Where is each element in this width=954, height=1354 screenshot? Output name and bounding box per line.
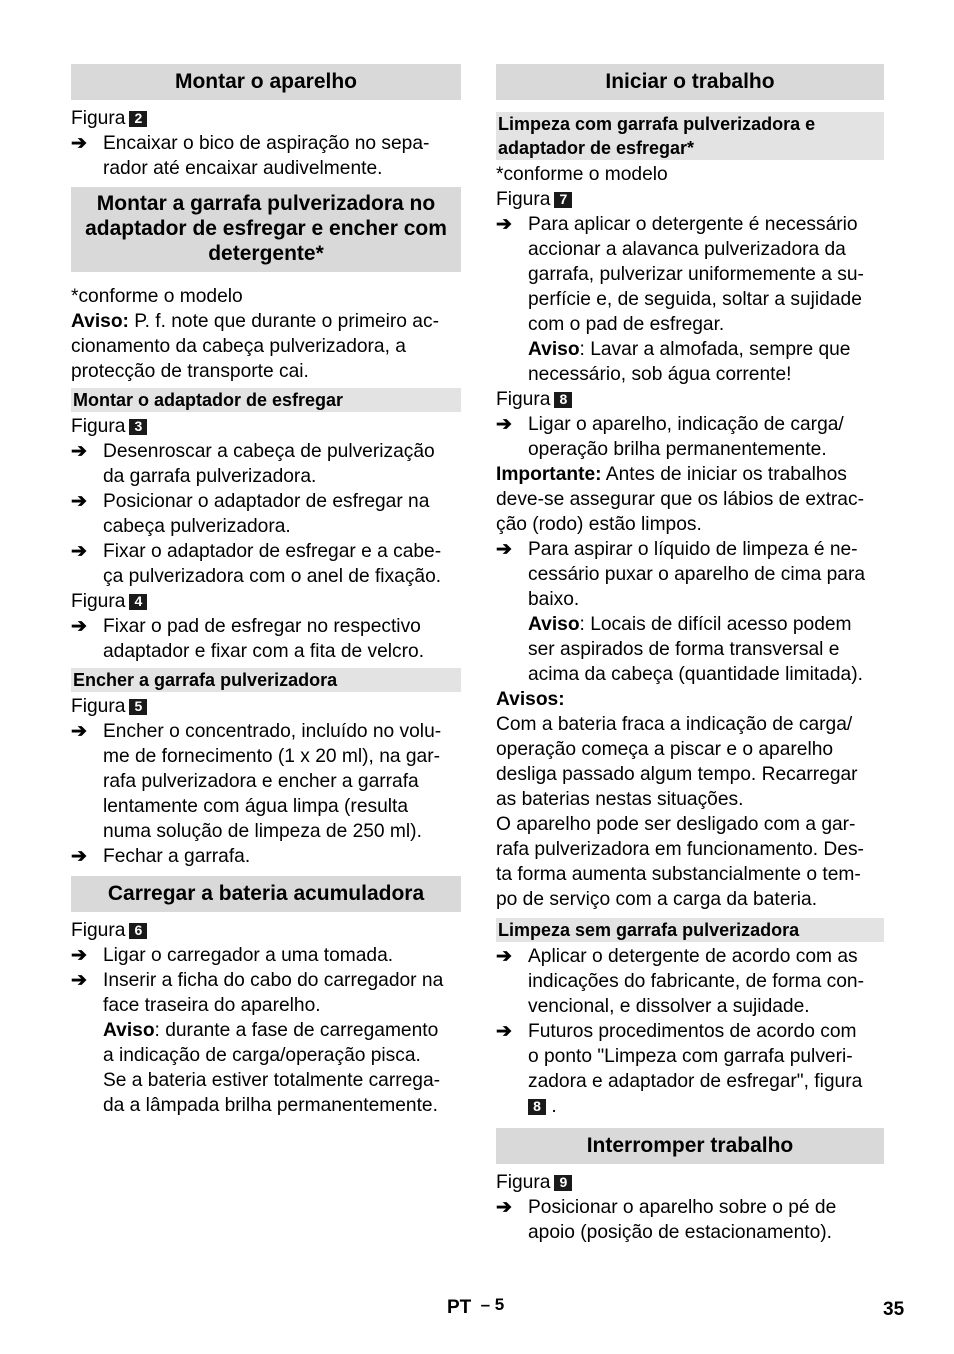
instruction-text: cabeça pulverizadora. — [103, 516, 291, 537]
notice-label: Aviso — [103, 1020, 155, 1041]
instruction-text: Ligar o aparelho, indicação de carga/ — [528, 414, 844, 435]
figure-reference — [496, 387, 884, 412]
figure-reference — [71, 106, 461, 131]
instruction-text: perfície e, de seguida, soltar a sujidade — [528, 289, 862, 310]
instruction-text: indicações do fabricante, de forma con- — [528, 971, 864, 992]
figure-label: Figura — [71, 416, 126, 437]
instruction-text: Encaixar o bico de aspiração no sepa- — [103, 133, 430, 154]
section-heading-montar-garrafa — [71, 187, 461, 272]
figure-label: Figura — [496, 389, 551, 410]
instruction-text: Posicionar o aparelho sobre o pé de — [528, 1197, 837, 1218]
important-text: ção (rodo) estão limpos. — [496, 514, 702, 535]
arrow-icon: ➔ — [71, 721, 87, 742]
arrow-icon: ➔ — [496, 1021, 512, 1042]
instruction-item — [71, 968, 461, 1118]
section-heading-interromper-trabalho: Interromper trabalho — [496, 1128, 884, 1164]
notice-text: a indicação de carga/operação pisca. — [103, 1045, 421, 1066]
notice-label: Aviso — [528, 614, 580, 635]
notice-text: necessário, sob água corrente! — [528, 364, 792, 385]
arrow-icon: ➔ — [71, 970, 87, 991]
instruction-text: o ponto "Limpeza com garrafa pulveri- — [528, 1046, 853, 1067]
figure-label: Figura — [496, 189, 551, 210]
arrow-icon: ➔ — [71, 846, 87, 867]
instruction-text: da garrafa pulverizadora. — [103, 466, 317, 487]
instruction-text: vencional, e dissolver a sujidade. — [528, 996, 810, 1017]
footer-language-page — [447, 1297, 504, 1319]
instruction-item — [496, 212, 884, 387]
section-heading-montar-aparelho: Montar o aparelho — [71, 64, 461, 100]
instruction-item — [71, 131, 461, 181]
model-note: *conforme o modelo — [71, 286, 243, 307]
left-column — [71, 64, 461, 1118]
instruction-item — [71, 844, 461, 869]
instruction-text: lentamente com água limpa (resulta — [103, 796, 409, 817]
notice-text: protecção de transporte cai. — [71, 361, 309, 382]
instruction-text: Desenroscar a cabeça de pulverização — [103, 441, 435, 462]
figure-reference — [496, 187, 884, 212]
figure-reference — [496, 1170, 884, 1195]
notice-label: Aviso — [528, 339, 580, 360]
instruction-text: face traseira do aparelho. — [103, 995, 321, 1016]
arrow-icon: ➔ — [71, 133, 87, 154]
important-label: Importante: — [496, 464, 602, 485]
notices-heading: Avisos: — [496, 689, 565, 710]
figure-number-badge: 8 — [554, 392, 572, 408]
footer-section-page: – 5 — [480, 1295, 505, 1314]
instruction-text: Ligar o carregador a uma tomada. — [103, 945, 394, 966]
instruction-text: Para aplicar o detergente é necessário — [528, 214, 858, 235]
subheading-montar-adaptador: Montar o adaptador de esfregar — [71, 388, 461, 412]
notice-paragraph — [71, 309, 461, 384]
instruction-text: numa solução de limpeza de 250 ml). — [103, 821, 422, 842]
notice-line — [103, 1018, 461, 1043]
heading-line: detergente* — [208, 242, 324, 265]
notice-text: : Locais de difícil acesso podem — [579, 614, 852, 635]
instruction-item — [496, 1019, 884, 1119]
arrow-icon: ➔ — [496, 539, 512, 560]
notice-text: da a lâmpada brilha permanentemente. — [103, 1095, 438, 1116]
paragraph-text: desliga passado algum tempo. Recarregar — [496, 764, 858, 785]
heading-line: Limpeza com garrafa pulverizadora e — [498, 114, 816, 134]
instruction-text: ça pulverizadora com o anel de fixação. — [103, 566, 442, 587]
arrow-icon: ➔ — [71, 945, 87, 966]
figure-label: Figura — [71, 696, 126, 717]
instruction-item — [71, 489, 461, 539]
instruction-text: rador até encaixar audivelmente. — [103, 158, 383, 179]
notice-text: P. f. note que durante o primeiro ac- — [128, 311, 439, 332]
heading-line: adaptador de esfregar* — [498, 138, 695, 158]
figure-label: Figura — [71, 591, 126, 612]
model-note: *conforme o modelo — [496, 164, 668, 185]
figure-label: Figura — [71, 108, 126, 129]
subheading-limpeza-sem-garrafa: Limpeza sem garrafa pulverizadora — [496, 918, 884, 942]
instruction-text: me de fornecimento (1 x 20 ml), na gar- — [103, 746, 440, 767]
instruction-item — [496, 1195, 884, 1245]
section-heading-carregar-bateria: Carregar a bateria acumuladora — [71, 876, 461, 912]
notice-text: : Lavar a almofada, sempre que — [579, 339, 851, 360]
notice-text: Se a bateria estiver totalmente carrega- — [103, 1070, 441, 1091]
arrow-icon: ➔ — [496, 414, 512, 435]
instruction-text: operação brilha permanentemente. — [528, 439, 827, 460]
right-column — [496, 64, 884, 1245]
instruction-text: Fechar a garrafa. — [103, 846, 251, 867]
instruction-text: Posicionar o adaptador de esfregar na — [103, 491, 430, 512]
figure-number-badge: 9 — [554, 1175, 572, 1191]
paragraph-text: operação começa a piscar e o aparelho — [496, 739, 834, 760]
subheading-limpeza-com-garrafa — [496, 112, 884, 160]
important-text: Antes de iniciar os trabalhos — [601, 464, 847, 485]
instruction-text: garrafa, pulverizar uniformemente a su- — [528, 264, 864, 285]
notice-line — [528, 337, 884, 362]
notice-text: acima da cabeça (quantidade limitada). — [528, 664, 863, 685]
figure-number-badge: 8 — [528, 1099, 546, 1115]
arrow-icon: ➔ — [496, 1197, 512, 1218]
instruction-text: accionar a alavanca pulverizadora da — [528, 239, 846, 260]
instruction-text: Inserir a ficha do cabo do carregador na — [103, 970, 444, 991]
arrow-icon: ➔ — [496, 214, 512, 235]
instruction-text: rafa pulverizadora e encher a garrafa — [103, 771, 419, 792]
instruction-text: baixo. — [528, 589, 580, 610]
instruction-text: Fixar o adaptador de esfregar e a cabe- — [103, 541, 442, 562]
heading-line: adaptador de esfregar e encher com — [85, 217, 447, 240]
notice-text: ser aspirados de forma transversal e — [528, 639, 840, 660]
arrow-icon: ➔ — [71, 491, 87, 512]
instruction-item — [71, 719, 461, 844]
paragraph-text: O aparelho pode ser desligado com a gar- — [496, 814, 856, 835]
instruction-text: Aplicar o detergente de acordo com as — [528, 946, 858, 967]
notices-paragraph — [496, 712, 884, 812]
instruction-text: zadora e adaptador de esfregar", figura — [528, 1071, 863, 1092]
paragraph-text: as baterias nestas situações. — [496, 789, 744, 810]
instruction-item — [496, 537, 884, 687]
figure-reference — [71, 414, 461, 439]
figure-number-badge: 2 — [129, 111, 147, 127]
figure-number-badge: 4 — [129, 594, 147, 610]
arrow-icon: ➔ — [496, 946, 512, 967]
figure-number-badge: 3 — [129, 419, 147, 435]
instruction-text: . — [546, 1096, 557, 1117]
figure-reference — [71, 694, 461, 719]
figure-label: Figura — [71, 920, 126, 941]
instruction-text: com o pad de esfregar. — [528, 314, 725, 335]
figure-inline-reference — [528, 1094, 884, 1119]
instruction-text: adaptador e fixar com a fita de velcro. — [103, 641, 425, 662]
figure-label: Figura — [496, 1172, 551, 1193]
notice-line — [528, 612, 884, 637]
figure-reference — [71, 589, 461, 614]
notice-text: cionamento da cabeça pulverizadora, a — [71, 336, 406, 357]
paragraph-text: rafa pulverizadora em funcionamento. Des- — [496, 839, 864, 860]
figure-number-badge: 6 — [129, 923, 147, 939]
figure-number-badge: 5 — [129, 699, 147, 715]
figure-reference — [71, 918, 461, 943]
arrow-icon: ➔ — [71, 541, 87, 562]
section-heading-iniciar-trabalho: Iniciar o trabalho — [496, 64, 884, 100]
instruction-text: Para aspirar o líquido de limpeza é ne- — [528, 539, 858, 560]
instruction-text: cessário puxar o aparelho de cima para — [528, 564, 866, 585]
instruction-item — [496, 944, 884, 1019]
arrow-icon: ➔ — [71, 441, 87, 462]
paragraph-text: po de serviço com a carga da bateria. — [496, 889, 818, 910]
instruction-item — [71, 539, 461, 589]
heading-line: Montar a garrafa pulverizadora no — [96, 192, 436, 215]
important-text: deve-se assegurar que os lábios de extrac- — [496, 489, 864, 510]
instruction-text: apoio (posição de estacionamento). — [528, 1222, 832, 1243]
figure-number-badge: 7 — [554, 192, 572, 208]
instruction-item — [71, 614, 461, 664]
instruction-text: Encher o concentrado, incluído no volu- — [103, 721, 442, 742]
instruction-text: Futuros procedimentos de acordo com — [528, 1021, 857, 1042]
footer-language: PT — [447, 1297, 472, 1318]
paragraph-text: ta forma aumenta substancialmente o tem- — [496, 864, 861, 885]
notice-text: : durante a fase de carregamento — [154, 1020, 439, 1041]
important-paragraph — [496, 462, 884, 537]
instruction-text: Fixar o pad de esfregar no respectivo — [103, 616, 421, 637]
paragraph-text: Com a bateria fraca a indicação de carga/ — [496, 714, 853, 735]
notice-label: Aviso: — [71, 311, 129, 332]
instruction-item — [71, 439, 461, 489]
instruction-item — [71, 943, 461, 968]
instruction-item — [496, 412, 884, 462]
notices-paragraph — [496, 812, 884, 912]
arrow-icon: ➔ — [71, 616, 87, 637]
subheading-encher-garrafa: Encher a garrafa pulverizadora — [71, 668, 461, 692]
page-number: 35 — [883, 1299, 905, 1320]
